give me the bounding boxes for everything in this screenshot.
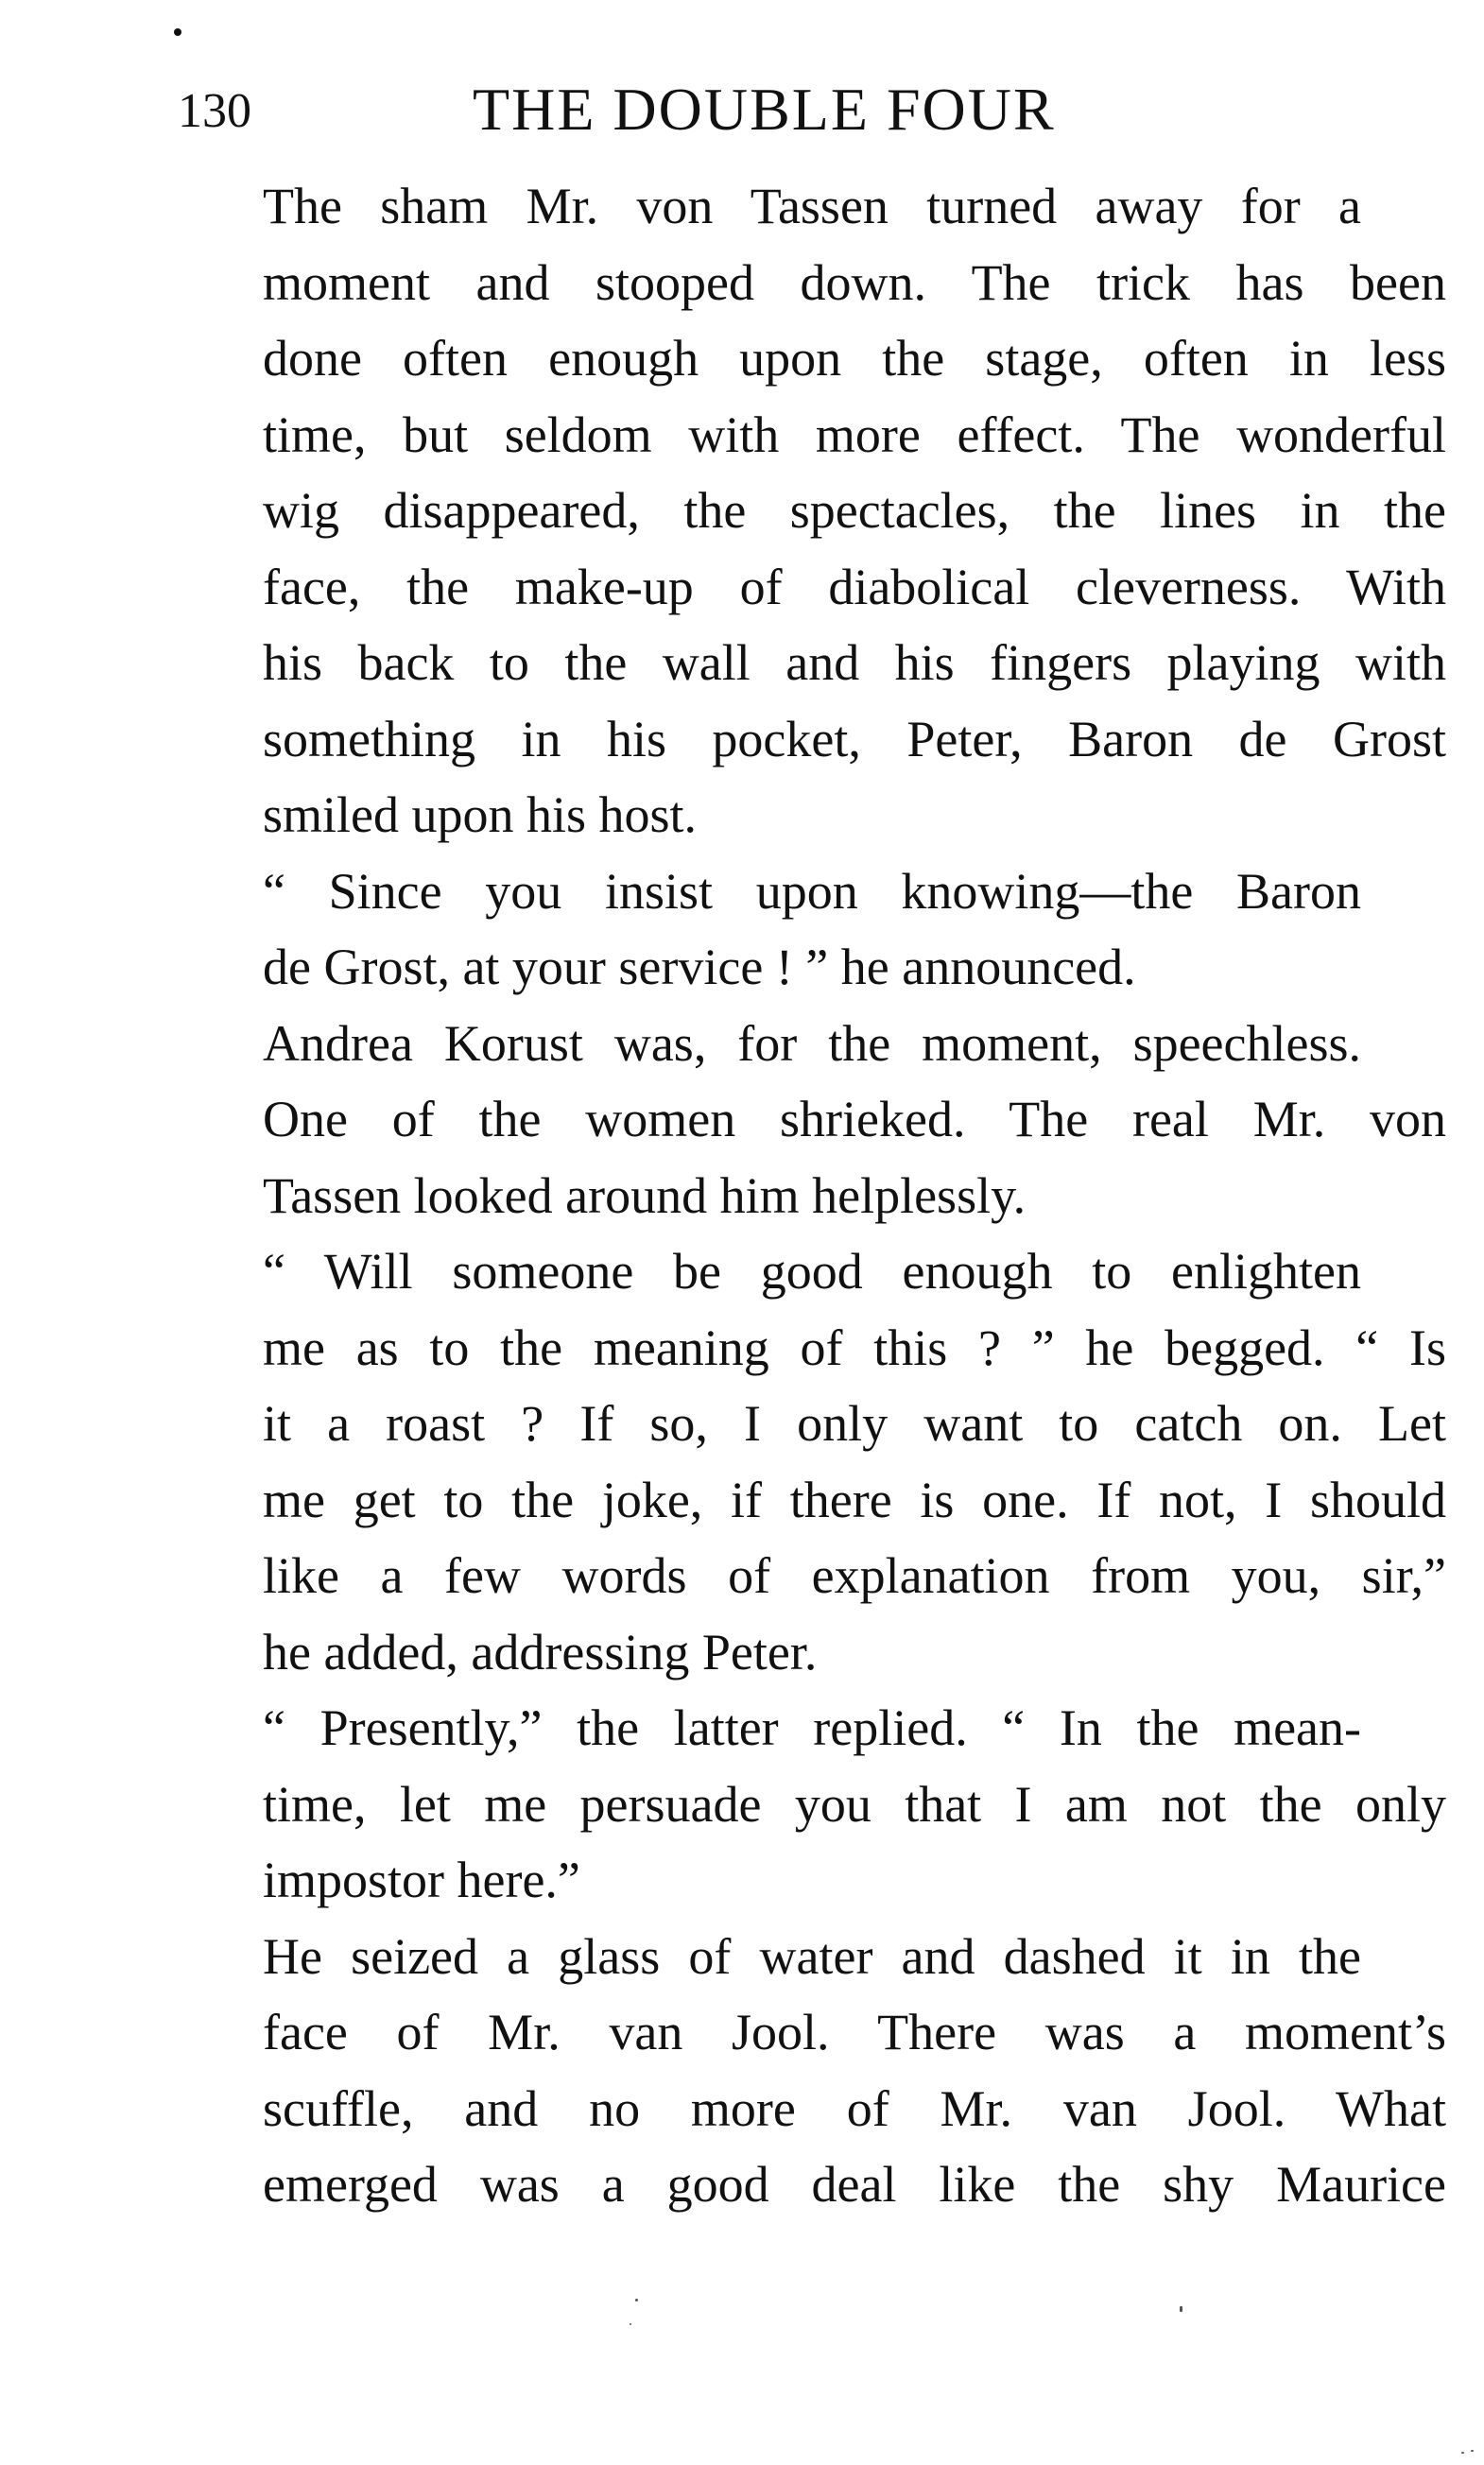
text-line: me as to the meaning of this ? ” he begged. “ Is: [263, 1319, 1446, 1376]
text-line: face of Mr. van Jool. There was a moment’s: [263, 2004, 1446, 2060]
text-line: like a few words of explanation from you, sir,”: [263, 1547, 1446, 1604]
text-line: moment and stooped down. The trick has been: [263, 253, 1446, 311]
text-line: his back to the wall and his fingers playing with: [263, 634, 1446, 691]
text-line: “ Since you insist upon knowing—the Baron: [263, 862, 1361, 920]
text-line: “ Presently,” the latter replied. “ In the mean-: [263, 1699, 1361, 1756]
running-head: [178, 74, 1446, 146]
paragraph: [178, 1919, 1446, 2223]
text-line: scuffle, and no more of Mr. van Jool. What: [263, 2079, 1446, 2137]
text-line: something in his pocket, Peter, Baron de Grost: [263, 710, 1446, 767]
text-line: emerged was a good deal like the shy Maurice: [263, 2156, 1446, 2213]
paragraph: [178, 168, 1446, 853]
text-line: done often enough upon the stage, often in less: [263, 330, 1446, 387]
running-title: THE DOUBLE FOUR: [473, 76, 1056, 143]
text-line: Andrea Korust was, for the moment, speechless.: [263, 1014, 1361, 1072]
text-line: me get to the joke, if there is one. If not, I should: [263, 1471, 1446, 1528]
text-line: Tassen looked around him helplessly.: [263, 1166, 1027, 1224]
text-line: he added, addressing Peter.: [263, 1623, 818, 1681]
text-line: impostor here.”: [263, 1852, 580, 1908]
text-line: it a roast ? If so, I only want to catch on. Let: [263, 1395, 1446, 1452]
speck: [1471, 2450, 1474, 2452]
text-line: One of the women shrieked. The real Mr. von: [263, 1091, 1446, 1147]
text-line: de Grost, at your service ! ” he announced.: [263, 939, 1136, 995]
speck: [1461, 2452, 1464, 2454]
text-line: “ Will someone be good enough to enlighten: [263, 1243, 1361, 1300]
paragraph: [178, 1006, 1446, 1234]
text-line: He seized a glass of water and dashed it in the: [263, 1927, 1361, 1985]
speck: [635, 2299, 638, 2301]
text-line: wig disappeared, the spectacles, the lines in the: [263, 482, 1446, 539]
speck: [630, 2323, 631, 2325]
text-line: time, but seldom with more effect. The wonderful: [263, 405, 1446, 463]
paragraph: [178, 1233, 1446, 1690]
text-line: face, the make-up of diabolical cleverness. With: [263, 558, 1446, 615]
ink-dot: [174, 28, 181, 36]
page-number: 130: [178, 84, 251, 138]
body-text: [178, 168, 1446, 2223]
text-line: The sham Mr. von Tassen turned away for a: [263, 178, 1361, 234]
paragraph: [178, 853, 1446, 1006]
text-line: smiled upon his host.: [263, 786, 698, 843]
paragraph: [178, 1690, 1446, 1919]
speck: [1180, 2306, 1182, 2312]
text-line: time, let me persuade you that I am not the only: [263, 1775, 1446, 1833]
